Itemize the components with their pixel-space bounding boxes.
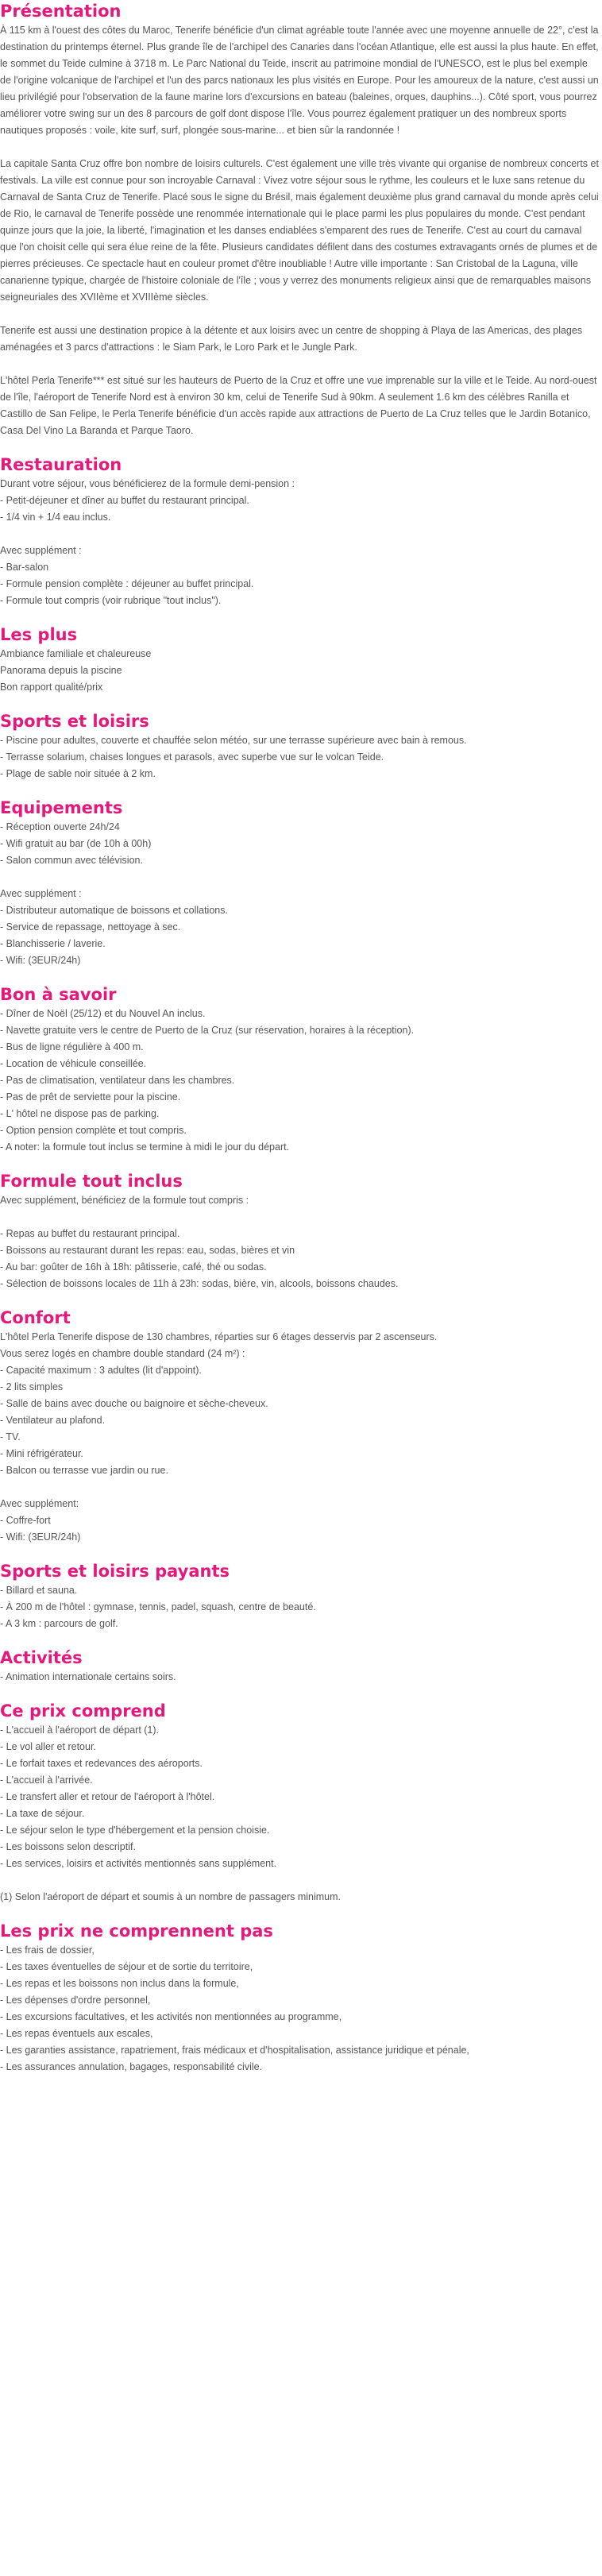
section-title: Confort <box>0 1308 71 1327</box>
list-item: - Dîner de Noël (25/12) et du Nouvel An inclus. <box>0 1008 206 1019</box>
list-item: - A noter: la formule tout inclus se termine à midi le jour du départ. <box>0 1141 290 1153</box>
list-item: - Navette gratuite vers le centre de Puerto de la Cruz (sur réservation, horaires à la réception). <box>0 1025 415 1036</box>
list-item: Ambiance familiale et chaleureuse <box>0 648 152 659</box>
list-item: - Les services, loisirs et activités mentionnés sans supplément. <box>0 1858 277 1869</box>
list-item: - Plage de sable noir située à 2 km. <box>0 768 156 779</box>
section-title: Sports et loisirs <box>0 712 149 731</box>
section-title: Présentation <box>0 2 122 21</box>
list-item: (1) Selon l'aéroport de départ et soumis à un nombre de passagers minimum. <box>0 1891 341 1902</box>
list-item: - Les taxes éventuelles de séjour et de sortie du territoire, <box>0 1961 253 1972</box>
list-item: - Bus de ligne régulière à 400 m. <box>0 1041 144 1052</box>
section-title: Ce prix comprend <box>0 1701 166 1721</box>
list-item: - L'accueil à l'aéroport de départ (1). <box>0 1724 160 1736</box>
section-tout-inclus <box>0 1170 600 1292</box>
section-prix-comprend <box>0 1700 600 1906</box>
section-title: Sports et loisirs payants <box>0 1562 230 1581</box>
section-title: Les prix ne comprennent pas <box>0 1921 273 1941</box>
list-item: - Balcon ou terrasse vue jardin ou rue. <box>0 1465 168 1476</box>
list-item: - Salle de bains avec douche ou baignoire et sèche-cheveux. <box>0 1398 268 1409</box>
list-item: - Location de véhicule conseillée. <box>0 1058 147 1069</box>
list-item: - Sélection de boissons locales de 11h à 23h: sodas, bière, vin, alcools, boissons chaudes. <box>0 1278 399 1289</box>
list-item: - Wifi gratuit au bar (de 10h à 00h) <box>0 838 152 849</box>
list-item: - Les repas éventuels aux escales, <box>0 2028 153 2039</box>
section-les-plus <box>0 624 600 696</box>
spacer <box>0 869 600 886</box>
section-title: Activités <box>0 1648 83 1667</box>
list-item: - Les frais de dossier, <box>0 1945 95 1956</box>
section-title: Equipements <box>0 798 123 817</box>
list-item: - L' hôtel ne dispose pas de parking. <box>0 1108 160 1119</box>
list-item: - Billard et sauna. <box>0 1585 78 1596</box>
list-item: - Mini réfrigérateur. <box>0 1448 83 1459</box>
section-bon-a-savoir <box>0 983 600 1156</box>
list-item: - La taxe de séjour. <box>0 1808 85 1819</box>
spacer <box>0 1209 600 1226</box>
list-item: - Ventilateur au plafond. <box>0 1415 106 1426</box>
list-item: - 1/4 vin + 1/4 eau inclus. <box>0 512 111 523</box>
list-item: - Les boissons selon descriptif. <box>0 1841 136 1852</box>
list-item: - Le transfert aller et retour de l'aéroport à l'hôtel. <box>0 1791 215 1802</box>
list-item: - À 200 m de l'hôtel : gymnase, tennis, padel, squash, centre de beauté. <box>0 1601 316 1612</box>
list-item: - Terrasse solarium, chaises longues et parasols, avec superbe vue sur le volcan Teide. <box>0 751 384 763</box>
list-item: - Au bar: goûter de 16h à 18h: pâtisserie, café, thé ou sodas. <box>0 1261 267 1273</box>
section-sports-payants <box>0 1560 600 1632</box>
list-item: - Pas de prêt de serviette pour la piscine. <box>0 1091 181 1103</box>
list-item: - Distributeur automatique de boissons et collations. <box>0 905 228 916</box>
list-item: - Piscine pour adultes, couverte et chauffée selon météo, sur une terrasse supérieure avec bain à remous. <box>0 735 467 746</box>
list-item: - Le vol aller et retour. <box>0 1741 96 1752</box>
list-item: - Blanchisserie / laverie. <box>0 938 106 949</box>
list-item: - Les garanties assistance, rapatriement, frais médicaux et d'hospitalisation, assistance juridique et pénale, <box>0 2045 469 2056</box>
list-item: - Bar-salon <box>0 562 49 573</box>
list-item: - Wifi: (3EUR/24h) <box>0 1531 81 1543</box>
paragraph: La capitale Santa Cruz offre bon nombre de loisirs culturels. C'est également une ville très vivante qui organise de nombreux concerts et festivals. La ville est connue pour son incroyable Carnaval : Vivez votre séjour sous le rythme, les couleurs et le luxe sans retenue du Carnaval de Santa Cruz de Tenerife. Placé sous le signe du Brésil, mais également deuxième plus grand carnaval du monde après celui de Rio, le carnaval de Tenerife possède une renommée internationale qui le place parmi les plus populaires du monde. C'est pendant quinze jours que la joie, la liberté, l'imagination et les danses endiablées s'emparent des rues de Tenerife. C'est au court du carnaval que l'on choisit celle qui sera élue reine de la fête. Plusieurs candidates défilent dans des costumes extravagants ornés de plumes et de pierres précieuses. Ce spectacle haut en couleur promet d'être inoubliable ! Autre ville importante : San Cristobal de la Laguna, ville canarienne typique, chargée de l'histoire coloniale de l'île ; vous y verrez des monuments religieux ainsi que de remarquables maisons seigneuriales des XVIIème et XVIIIème siècles. <box>0 158 599 303</box>
list-item: - Formule pension complète : déjeuner au buffet principal. <box>0 578 254 589</box>
list-item: - Salon commun avec télévision. <box>0 855 143 866</box>
section-sports-loisirs <box>0 710 600 782</box>
list-item: - Boissons au restaurant durant les repas: eau, sodas, bières et vin <box>0 1245 295 1256</box>
list-item: Avec supplément: <box>0 1498 79 1509</box>
list-item: - Service de repassage, nettoyage à sec. <box>0 921 181 933</box>
list-item: - Le séjour selon le type d'hébergement et la pension choisie. <box>0 1825 270 1836</box>
paragraph: Tenerife est aussi une destination propice à la détente et aux loisirs avec un centre de shopping à Playa de las Americas, des plages aménagées et 3 parcs d'attractions : le Siam Park, le Loro Park et le Jungle Park. <box>0 325 583 353</box>
list-item: Panorama depuis la piscine <box>0 665 122 676</box>
list-item: - Formule tout compris (voir rubrique "tout inclus"). <box>0 595 222 606</box>
list-item: - TV. <box>0 1431 21 1442</box>
list-item: - Pas de climatisation, ventilateur dans les chambres. <box>0 1075 235 1086</box>
list-item: Bon rapport qualité/prix <box>0 682 103 693</box>
list-item: Durant votre séjour, vous bénéficierez de la formule demi-pension : <box>0 478 295 489</box>
section-equipements <box>0 797 600 969</box>
list-item: - L'accueil à l'arrivée. <box>0 1775 93 1786</box>
list-item: - Petit-déjeuner et dîner au buffet du restaurant principal. <box>0 495 249 506</box>
list-item: Avec supplément : <box>0 545 82 556</box>
list-item: - A 3 km : parcours de golf. <box>0 1618 118 1629</box>
spacer <box>0 1872 600 1889</box>
list-item: - Les repas et les boissons non inclus dans la formule, <box>0 1978 239 1989</box>
paragraph: À 115 km à l'ouest des côtes du Maroc, Tenerife bénéficie d'un climat agréable toute l'année avec une moyenne annuelle de 22°, c'est la destination du printemps éternel. Plus grande île de l'archipel des Canaries dans l'océan Atlantique, elle est aussi la plus haute. En effet, le sommet du Teide culmine à 3718 m. Le Parc National du Teide, inscrit au patrimoine mondial de l'UNESCO, est le plus bel exemple de l'origine volcanique de l'archipel et l'un des parcs nationaux les plus visités en Europe. Pour les amoureux de la nature, c'est aussi un lieu privilégié pour l'observation de la faune marine lors d'excursions en bateau (baleines, orques, dauphins...). Côté sport, vous pourrez améliorer votre swing sur un des 8 parcours de golf dont dispose l'île. Vous pourrez également pratiquer un des nombreux sports nautiques proposés : voile, kite surf, surf, plongée sous-marine... et bien sûr la randonnée ! <box>0 25 599 136</box>
section-confort <box>0 1307 600 1546</box>
section-activites <box>0 1647 600 1686</box>
list-item: - Les dépenses d'ordre personnel, <box>0 1995 151 2006</box>
spacer <box>0 1479 600 1496</box>
list-item: - Repas au buffet du restaurant principal. <box>0 1228 180 1239</box>
section-title: Les plus <box>0 625 78 644</box>
list-item: - Capacité maximum : 3 adultes (lit d'appoint). <box>0 1365 202 1376</box>
list-item: - Réception ouverte 24h/24 <box>0 821 120 832</box>
list-item: Vous serez logés en chambre double standard (24 m²) : <box>0 1348 245 1359</box>
section-restauration <box>0 454 600 609</box>
section-title: Bon à savoir <box>0 985 117 1004</box>
section-title: Restauration <box>0 455 122 474</box>
list-item: - 2 lits simples <box>0 1381 64 1392</box>
section-presentation <box>0 0 600 439</box>
list-item: - Coffre-fort <box>0 1515 51 1526</box>
section-prix-ne-comprend <box>0 1920 600 2076</box>
list-item: - Les assurances annulation, bagages, responsabilité civile. <box>0 2061 263 2072</box>
paragraph: L'hôtel Perla Tenerife*** est situé sur les hauteurs de Puerto de la Cruz et offre une vue imprenable sur la ville et le Teide. Au nord-ouest de l'île, l'aéroport de Tenerife Nord est à environ 30 km, celui de Tenerife Sud à 90km. A seulement 1.6 km des célèbres Ranilla et Castillo de San Felipe, le Perla Tenerife bénéficie d'un accès rapide aux attractions de Puerto de La Cruz telles que le Jardin Botanico, Casa Del Vino La Baranda et Parque Taoro. <box>0 375 597 436</box>
list-item: Avec supplément, bénéficiez de la formule tout compris : <box>0 1195 249 1206</box>
list-item: - Animation internationale certains soirs. <box>0 1671 176 1682</box>
list-item: Avec supplément : <box>0 888 82 899</box>
list-item: - Wifi: (3EUR/24h) <box>0 955 81 966</box>
section-title: Formule tout inclus <box>0 1172 183 1191</box>
list-item: - Option pension complète et tout compris. <box>0 1125 187 1136</box>
list-item: - Le forfait taxes et redevances des aéroports. <box>0 1758 203 1769</box>
list-item: - Les excursions facultatives, et les activités non mentionnées au programme, <box>0 2011 342 2022</box>
list-item: L'hôtel Perla Tenerife dispose de 130 chambres, réparties sur 6 étages desservis par 2 ascenseurs. <box>0 1331 438 1342</box>
spacer <box>0 526 600 543</box>
